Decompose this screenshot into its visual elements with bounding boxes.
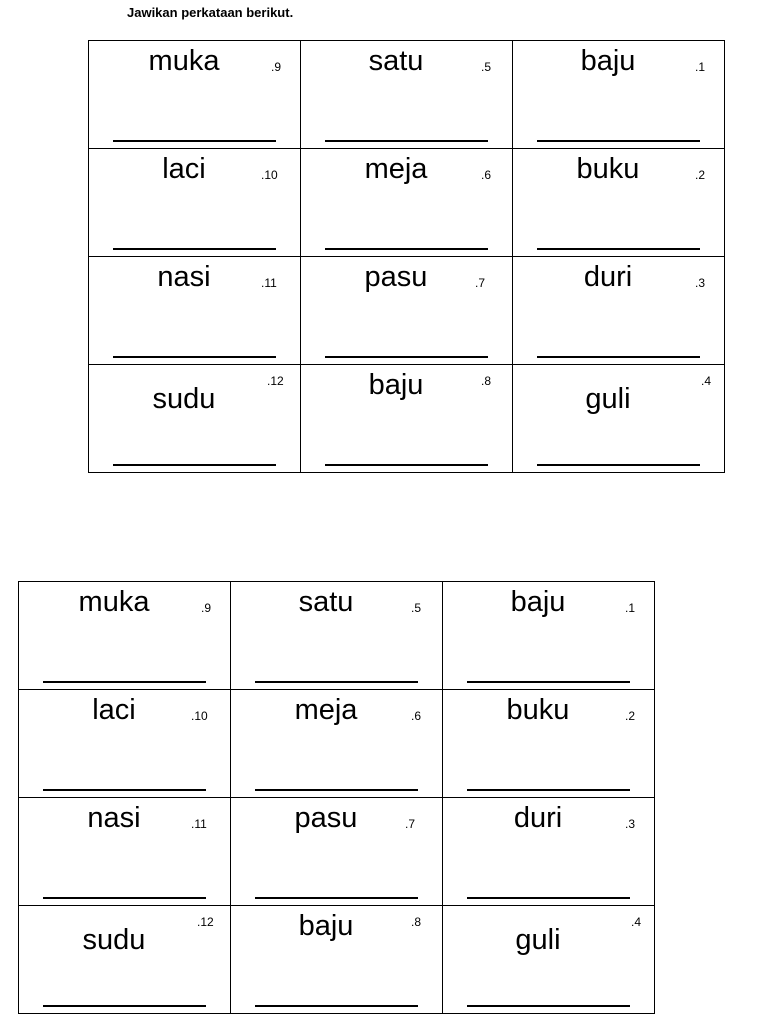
answer-blank-line[interactable] — [43, 681, 206, 683]
rumi-word: baju — [510, 586, 566, 618]
rumi-word: guli — [515, 924, 561, 956]
rumi-word: laci — [92, 694, 136, 726]
answer-blank-line[interactable] — [537, 356, 700, 358]
rumi-word: pasu — [294, 802, 358, 834]
item-number: .12 — [197, 915, 214, 929]
word-cell — [443, 798, 655, 906]
word-cell — [513, 365, 725, 473]
rumi-word: guli — [585, 383, 631, 415]
answer-blank-line[interactable] — [113, 248, 276, 250]
item-number: .8 — [481, 374, 492, 388]
rumi-word: buku — [506, 694, 570, 726]
item-number: .7 — [405, 817, 416, 831]
item-number: .3 — [625, 817, 636, 831]
item-number: .9 — [201, 601, 212, 615]
rumi-word: sudu — [82, 924, 146, 956]
answer-blank-line[interactable] — [113, 356, 276, 358]
word-cell — [301, 41, 513, 149]
rumi-word: nasi — [87, 802, 141, 834]
answer-blank-line[interactable] — [537, 140, 700, 142]
word-cell — [443, 906, 655, 1014]
item-number: .6 — [481, 168, 492, 182]
table-row — [19, 906, 655, 1014]
item-number: .11 — [261, 276, 277, 290]
word-cell — [301, 365, 513, 473]
word-cell — [443, 690, 655, 798]
word-cell — [89, 41, 301, 149]
word-cell — [89, 149, 301, 257]
answer-blank-line[interactable] — [325, 140, 488, 142]
word-cell — [89, 365, 301, 473]
word-cell — [231, 582, 443, 690]
rumi-word: meja — [364, 153, 428, 185]
item-number: .2 — [625, 709, 636, 723]
word-cell — [443, 582, 655, 690]
rumi-word: duri — [513, 802, 563, 834]
rumi-word: satu — [368, 45, 424, 77]
worksheet-table-1 — [88, 40, 725, 473]
answer-blank-line[interactable] — [537, 248, 700, 250]
item-number: .5 — [481, 60, 492, 74]
answer-blank-line[interactable] — [113, 464, 276, 466]
item-number: .7 — [475, 276, 486, 290]
word-cell — [19, 582, 231, 690]
rumi-word: satu — [298, 586, 354, 618]
table-row — [89, 257, 725, 365]
answer-blank-line[interactable] — [467, 1005, 630, 1007]
item-number: .4 — [631, 915, 642, 929]
rumi-word: nasi — [157, 261, 211, 293]
word-cell — [513, 41, 725, 149]
worksheet-table-2 — [18, 581, 655, 1014]
item-number: .12 — [267, 374, 284, 388]
rumi-word: muka — [78, 586, 150, 618]
rumi-word: sudu — [152, 383, 216, 415]
word-cell — [513, 149, 725, 257]
item-number: .6 — [411, 709, 422, 723]
item-number: .10 — [191, 709, 208, 723]
word-cell — [301, 257, 513, 365]
rumi-word: buku — [576, 153, 640, 185]
table-row — [19, 690, 655, 798]
item-number: .1 — [625, 601, 636, 615]
answer-blank-line[interactable] — [467, 681, 630, 683]
answer-blank-line[interactable] — [325, 248, 488, 250]
item-number: .10 — [261, 168, 278, 182]
answer-blank-line[interactable] — [255, 897, 418, 899]
word-cell — [19, 690, 231, 798]
table-row — [89, 365, 725, 473]
word-cell — [513, 257, 725, 365]
rumi-word: laci — [162, 153, 206, 185]
item-number: .8 — [411, 915, 422, 929]
item-number: .11 — [191, 817, 207, 831]
word-cell — [301, 149, 513, 257]
answer-blank-line[interactable] — [113, 140, 276, 142]
answer-blank-line[interactable] — [325, 356, 488, 358]
instruction-text: Jawikan perkataan berikut. — [127, 5, 294, 20]
rumi-word: duri — [583, 261, 633, 293]
answer-blank-line[interactable] — [255, 1005, 418, 1007]
table-row — [89, 41, 725, 149]
answer-blank-line[interactable] — [255, 681, 418, 683]
word-cell — [19, 798, 231, 906]
answer-blank-line[interactable] — [43, 1005, 206, 1007]
answer-blank-line[interactable] — [43, 789, 206, 791]
item-number: .9 — [271, 60, 282, 74]
rumi-word: baju — [298, 910, 354, 942]
rumi-word: pasu — [364, 261, 428, 293]
item-number: .5 — [411, 601, 422, 615]
word-cell — [89, 257, 301, 365]
answer-blank-line[interactable] — [537, 464, 700, 466]
answer-blank-line[interactable] — [255, 789, 418, 791]
table-row — [19, 582, 655, 690]
rumi-word: baju — [368, 369, 424, 401]
table-row — [19, 798, 655, 906]
answer-blank-line[interactable] — [43, 897, 206, 899]
item-number: .2 — [695, 168, 706, 182]
word-cell — [231, 690, 443, 798]
rumi-word: baju — [580, 45, 636, 77]
table-row — [89, 149, 725, 257]
answer-blank-line[interactable] — [467, 789, 630, 791]
rumi-word: meja — [294, 694, 358, 726]
answer-blank-line[interactable] — [325, 464, 488, 466]
rumi-word: muka — [148, 45, 220, 77]
answer-blank-line[interactable] — [467, 897, 630, 899]
word-cell — [19, 906, 231, 1014]
item-number: .1 — [695, 60, 706, 74]
word-cell — [231, 906, 443, 1014]
word-cell — [231, 798, 443, 906]
item-number: .4 — [701, 374, 712, 388]
item-number: .3 — [695, 276, 706, 290]
